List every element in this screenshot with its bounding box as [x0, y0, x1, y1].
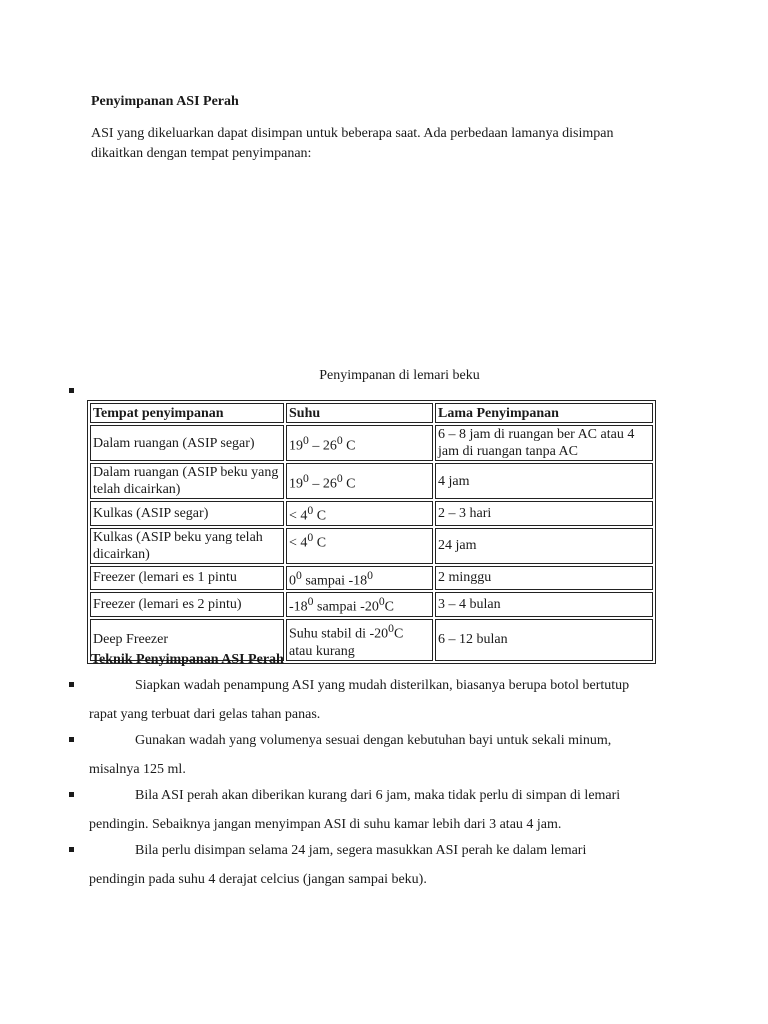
cell-temperature: $19^0 - 26^0$ C	[286, 425, 433, 461]
list-item-line-1: Bila perlu disimpan selama 24 jam, segera masukkan ASI perah ke dalam lemari	[135, 843, 587, 858]
table-row	[90, 463, 653, 499]
cell-duration: 24 jam	[435, 528, 653, 564]
cell-duration: 2 – 3 hari	[435, 501, 653, 526]
bullet-icon	[69, 737, 74, 742]
intro-paragraph-line-1: ASI yang dikeluarkan dapat disimpan untuk beberapa saat. Ada perbedaan lamanya disimpan	[91, 126, 614, 141]
cell-temperature: $-18^0$ sampai $-20^0C$	[286, 592, 433, 617]
bullet-icon	[69, 847, 74, 852]
section-title-technique: Teknik Penyimpanan ASI Perah	[91, 652, 284, 667]
cell-duration: 2 minggu	[435, 566, 653, 591]
list-item-line-2: misalnya 125 ml.	[89, 762, 186, 777]
cell-duration: 6 – 12 bulan	[435, 619, 653, 661]
cell-duration: 6 – 8 jam di ruangan ber AC atau 4 jam di ruangan tanpa AC	[435, 425, 653, 461]
header-duration: Lama Penyimpanan	[435, 403, 653, 423]
cell-temperature: $19^0 - 26^0$ C	[286, 463, 433, 499]
cell-place: Freezer (lemari es 2 pintu)	[90, 592, 284, 617]
bullet-icon	[69, 388, 74, 393]
list-item-line-2: pendingin pada suhu 4 derajat celcius (jangan sampai beku).	[89, 872, 427, 887]
cell-place: Deep Freezer	[90, 619, 284, 661]
table-header-row	[90, 403, 653, 423]
section-title-storage: Penyimpanan ASI Perah	[91, 94, 239, 109]
list-item-line-2: pendingin. Sebaiknya jangan menyimpan ASI di suhu kamar lebih dari 3 atau 4 jam.	[89, 817, 562, 832]
list-item	[89, 836, 689, 894]
list-item-line-1: Gunakan wadah yang volumenya sesuai dengan kebutuhan bayi untuk sekali minum,	[135, 733, 612, 748]
cell-temperature: < $4^0$ C	[286, 501, 433, 526]
bullet-icon	[69, 792, 74, 797]
cell-place: Kulkas (ASIP segar)	[90, 501, 284, 526]
intro-paragraph-line-2: dikaitkan dengan tempat penyimpanan:	[91, 146, 312, 161]
cell-place: Dalam ruangan (ASIP segar)	[90, 425, 284, 461]
table-caption: Penyimpanan di lemari beku	[319, 368, 480, 383]
header-temperature: Suhu	[286, 403, 433, 423]
list-item	[89, 781, 689, 839]
bullet-icon	[69, 682, 74, 687]
storage-table	[87, 400, 656, 664]
list-item	[89, 726, 689, 784]
header-place: Tempat penyimpanan	[90, 403, 284, 423]
cell-place: Kulkas (ASIP beku yang telah dicairkan)	[90, 528, 284, 564]
cell-temperature: $0^0$ sampai $-18^0$	[286, 566, 433, 591]
list-item-line-2: rapat yang terbuat dari gelas tahan panas.	[89, 707, 321, 722]
list-item	[89, 671, 689, 729]
table-row	[90, 425, 653, 461]
table-row	[90, 592, 653, 617]
table-row	[90, 566, 653, 591]
list-item-line-1: Siapkan wadah penampung ASI yang mudah disterilkan, biasanya berupa botol bertutup	[135, 678, 630, 693]
table-row	[90, 528, 653, 564]
cell-duration: 3 – 4 bulan	[435, 592, 653, 617]
cell-temperature: < $4^0$ C	[286, 528, 433, 564]
cell-place: Freezer (lemari es 1 pintu	[90, 566, 284, 591]
list-item-line-1: Bila ASI perah akan diberikan kurang dari 6 jam, maka tidak perlu di simpan di lemari	[135, 788, 621, 803]
cell-duration: 4 jam	[435, 463, 653, 499]
cell-place: Dalam ruangan (ASIP beku yang telah dicairkan)	[90, 463, 284, 499]
table-row	[90, 501, 653, 526]
cell-temperature: Suhu stabil di $-20^0C$ atau kurang	[286, 619, 433, 661]
